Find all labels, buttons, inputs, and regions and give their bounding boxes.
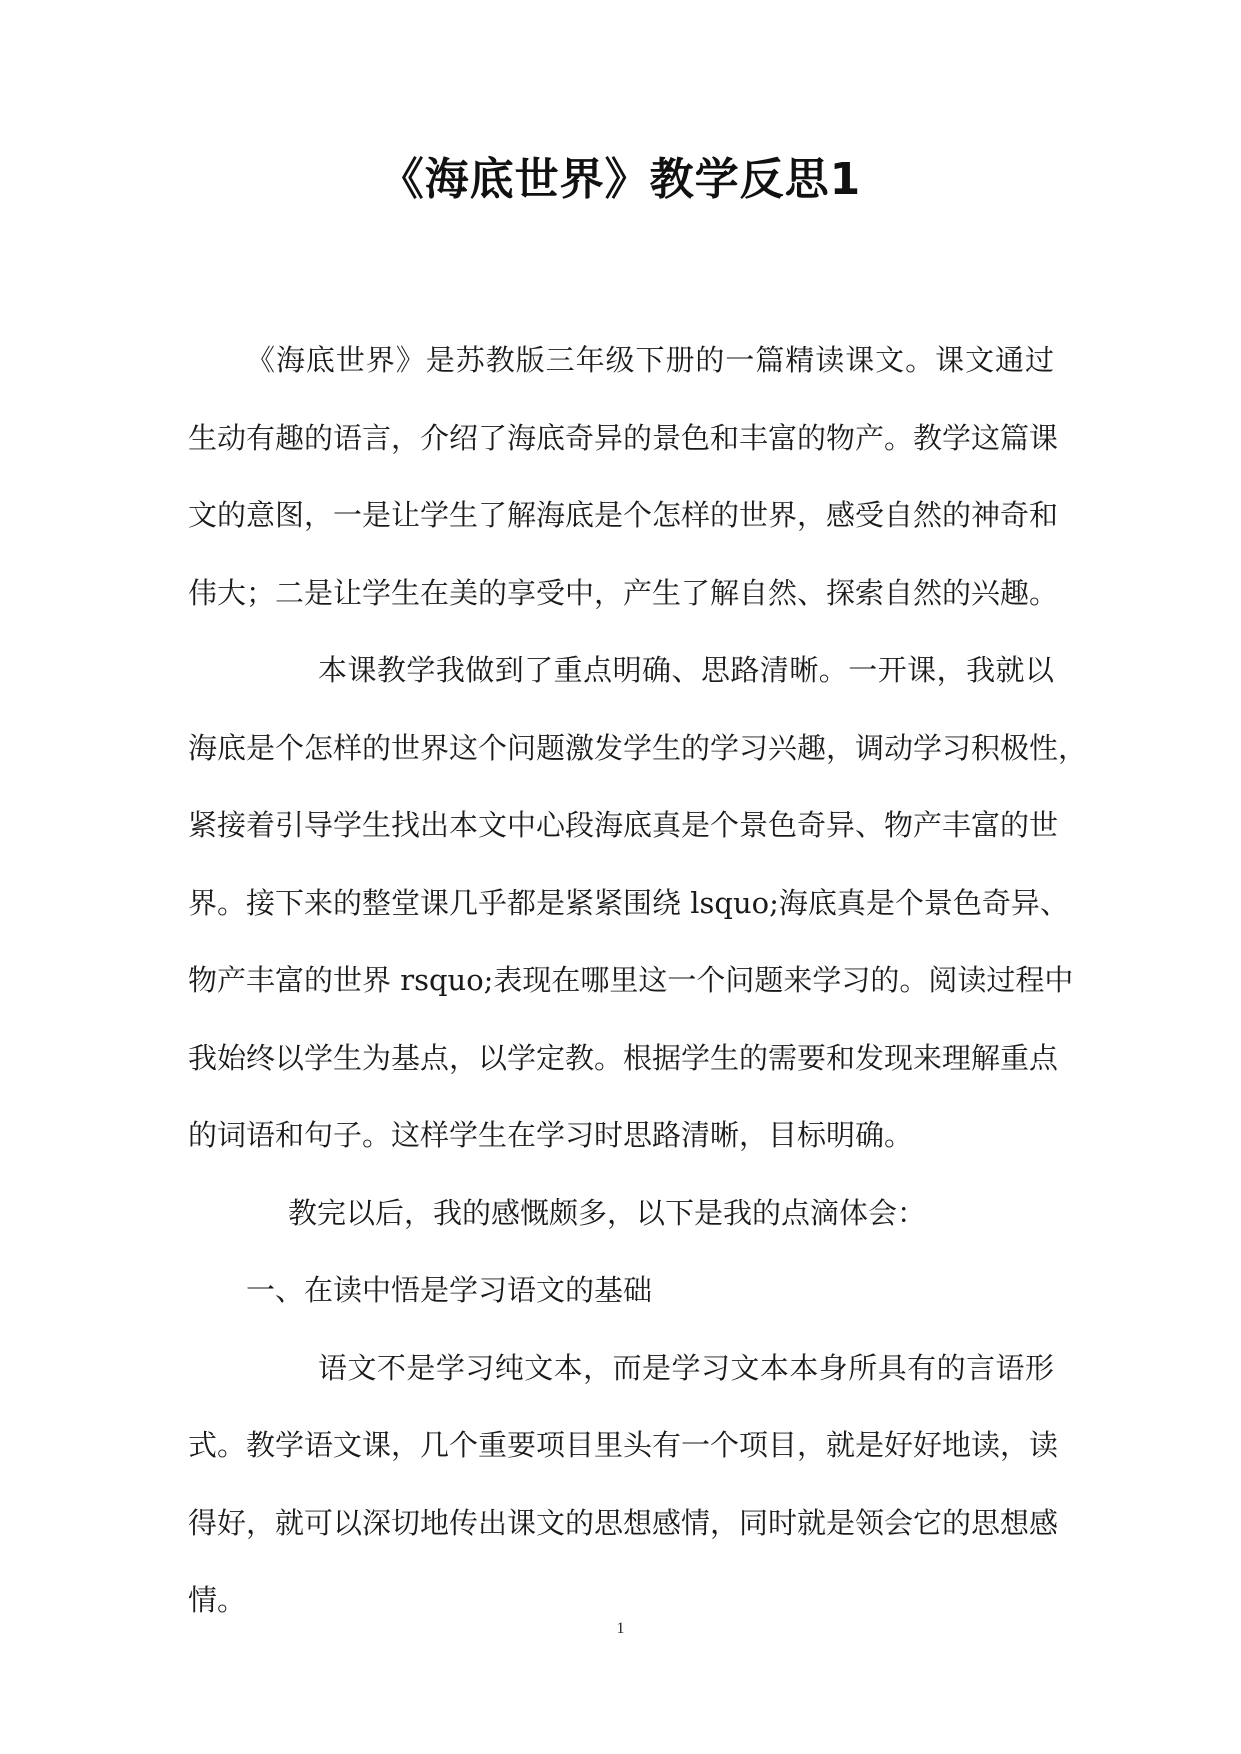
paragraph-4-line-1: 语文不是学习纯文本，而是学习文本本身所具有的言语形	[318, 1350, 1054, 1385]
paragraph-4-line-4: 情。	[188, 1583, 247, 1617]
paragraph-4-line-3: 得好，就可以深切地传出课文的思想感情，同时就是领会它的思想感	[188, 1505, 1059, 1540]
page-number: 1	[616, 1620, 625, 1637]
paragraph-2-line-6: 我始终以学生为基点，以学定教。根据学生的需要和发现来理解重点	[188, 1040, 1059, 1075]
paragraph-1-line-4: 伟大；二是让学生在美的享受中，产生了解自然、探索自然的兴趣。	[188, 575, 1059, 610]
paragraph-2-line-5: 物产丰富的世界 rsquo;表现在哪里这一个问题来学习的。阅读过程中	[188, 963, 1074, 997]
paragraph-2-line-2: 海底是个怎样的世界这个问题激发学生的学习兴趣，调动学习积极性，	[188, 730, 1088, 765]
paragraph-1-line-1: 《海底世界》是苏教版三年级下册的一篇精读课文。课文通过	[246, 343, 1054, 377]
paragraph-1-line-2: 生动有趣的语言，介绍了海底奇异的景色和丰富的物产。教学这篇课	[188, 420, 1059, 455]
document-body	[188, 322, 1088, 1640]
paragraph-2-line-7: 的词语和句子。这样学生在学习时思路清晰，目标明确。	[188, 1118, 914, 1152]
paragraph-2-line-3: 紧接着引导学生找出本文中心段海底真是个景色奇异、物产丰富的世	[188, 808, 1059, 842]
document-title: 《海底世界》教学反思1	[379, 154, 862, 205]
paragraph-3-line-1: 教完以后，我的感慨颇多，以下是我的点滴体会：	[288, 1195, 927, 1230]
paragraph-2-line-4: 界。接下来的整堂课几乎都是紧紧围绕 lsquo;海底真是个景色奇异、	[188, 885, 1069, 920]
paragraph-4-line-2: 式。教学语文课，几个重要项目里头有一个项目，就是好好地读，读	[188, 1428, 1059, 1462]
paragraph-2-line-1: 本课教学我做到了重点明确、思路清晰。一开课，我就以	[318, 653, 1054, 687]
paragraph-1-line-3: 文的意图，一是让学生了解海底是个怎样的世界，感受自然的神奇和	[188, 498, 1059, 532]
section-heading-1: 一、在读中悟是学习语文的基础	[246, 1273, 653, 1307]
